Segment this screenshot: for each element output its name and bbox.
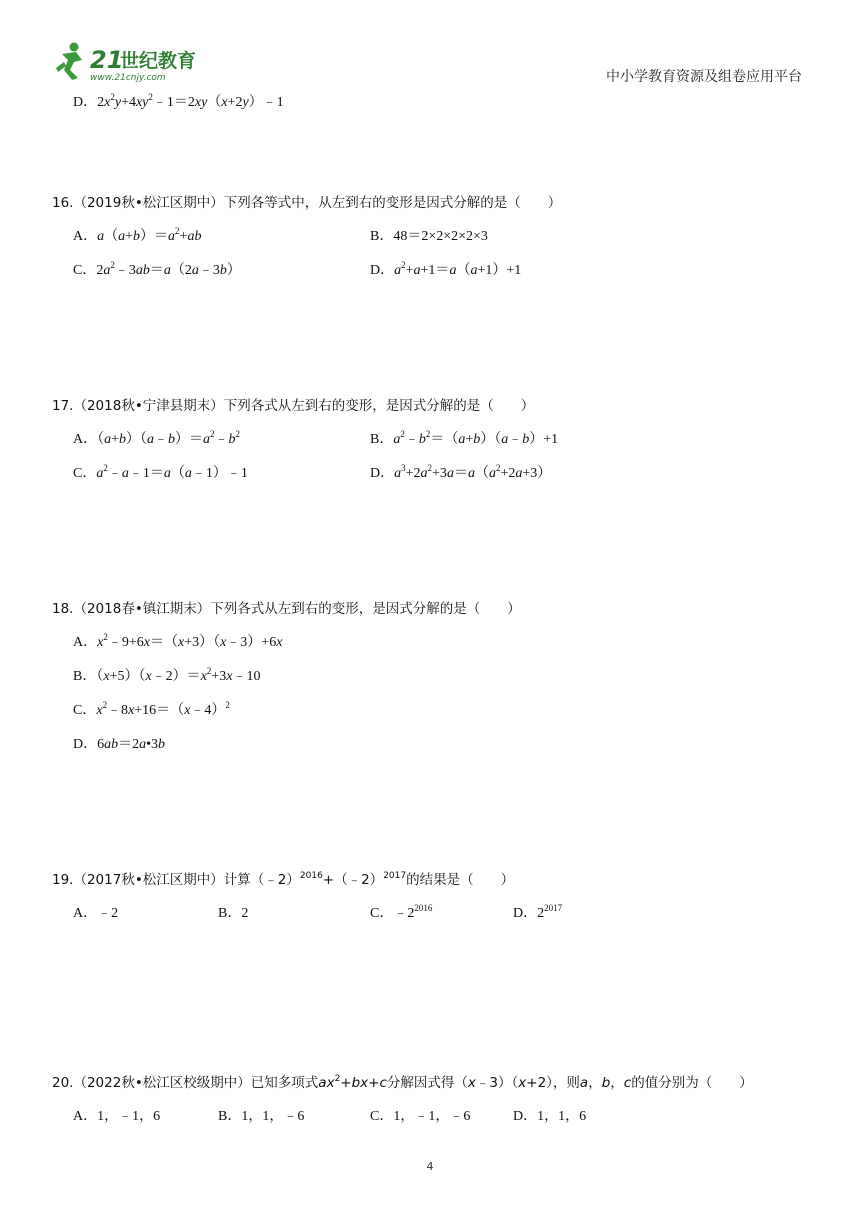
svg-text:21: 21 <box>90 46 124 74</box>
q17-option-c: C．$a^2﹣a﹣1=a(a﹣1)﹣1$ <box>73 463 248 481</box>
q17-option-b: B．$a^2﹣b^2=(a+b)(a﹣b)+1$ <box>370 429 559 447</box>
q18-stem: 18.（2018春•镇江期末）下列各式从左到右的变形，是因式分解的是（ ） <box>52 601 521 617</box>
q19-stem: 19.（2017秋•松江区期中）计算（﹣2）$^{2016}$+（﹣2）$^{2017}$的结果是（ ） <box>52 871 515 888</box>
q17-option-a: A．$(a+b)(a﹣b)=a^2﹣b^2$ <box>73 429 241 447</box>
q19-option-a: A．﹣2 <box>73 906 119 921</box>
q16-option-a: A．$a(a+b)=a^2+ab$ <box>73 226 202 244</box>
q17-stem: 17.（2018秋•宁津县期末）下列各式从左到右的变形，是因式分解的是（ ） <box>52 398 535 414</box>
q15-option-d: D．$2x^2y+4xy^2﹣1=2xy(x+2y)﹣1$ <box>73 92 284 110</box>
q16-stem: 16.（2019秋•松江区期中）下列各等式中，从左到右的变形是因式分解的是（ ） <box>52 195 562 211</box>
21cnjy-logo <box>52 40 227 82</box>
svg-text:世纪教育: 世纪教育 <box>120 50 197 72</box>
page-number: 4 <box>426 1160 434 1173</box>
q20-option-a: A．1，﹣1，6 <box>73 1109 161 1124</box>
q17-option-d: D．$a^3+2a^2+3a=a(a^2+2a+3)$ <box>370 463 552 481</box>
q19-option-b: B．2 <box>218 906 249 921</box>
q18-option-c: C．$x^2﹣8x+16=(x﹣4)^2$ <box>73 700 230 718</box>
q18-option-b: B．$(x+5)(x﹣2)=x^2+3x﹣10$ <box>73 666 261 684</box>
q20-stem: 20.（2022秋•松江区校级期中）已知多项式$ax^2+bx+c$分解因式得（x﹣3）（x+2），则a，b，c的值分别为（ ） <box>52 1074 753 1091</box>
q19-option-d: D．$2^{2017}$ <box>513 903 563 921</box>
q18-option-a: A．$x^2﹣9+6x=(x+3)(x﹣3)+6x$ <box>73 632 283 650</box>
q16-option-b: B．48＝2×2×2×2×3 <box>370 229 488 244</box>
q20-option-d: D．1，1，6 <box>513 1109 587 1124</box>
q18-option-d: D．6ab＝2a•3b <box>73 737 166 752</box>
platform-title: 中小学教育资源及组卷应用平台 <box>606 69 802 85</box>
q20-option-b: B．1，1，﹣6 <box>218 1109 305 1124</box>
q19-option-c: C．$﹣2^{2016}$ <box>370 903 433 921</box>
svg-text:www.21cnjy.com: www.21cnjy.com <box>90 73 166 82</box>
q16-option-c: C．$2a^2﹣3ab=a(2a﹣3b)$ <box>73 260 241 278</box>
q20-option-c: C．1，﹣1，﹣6 <box>370 1109 471 1124</box>
q16-option-d: D．$a^2+a+1=a(a+1)+1$ <box>370 260 522 278</box>
page-header <box>0 0 860 90</box>
